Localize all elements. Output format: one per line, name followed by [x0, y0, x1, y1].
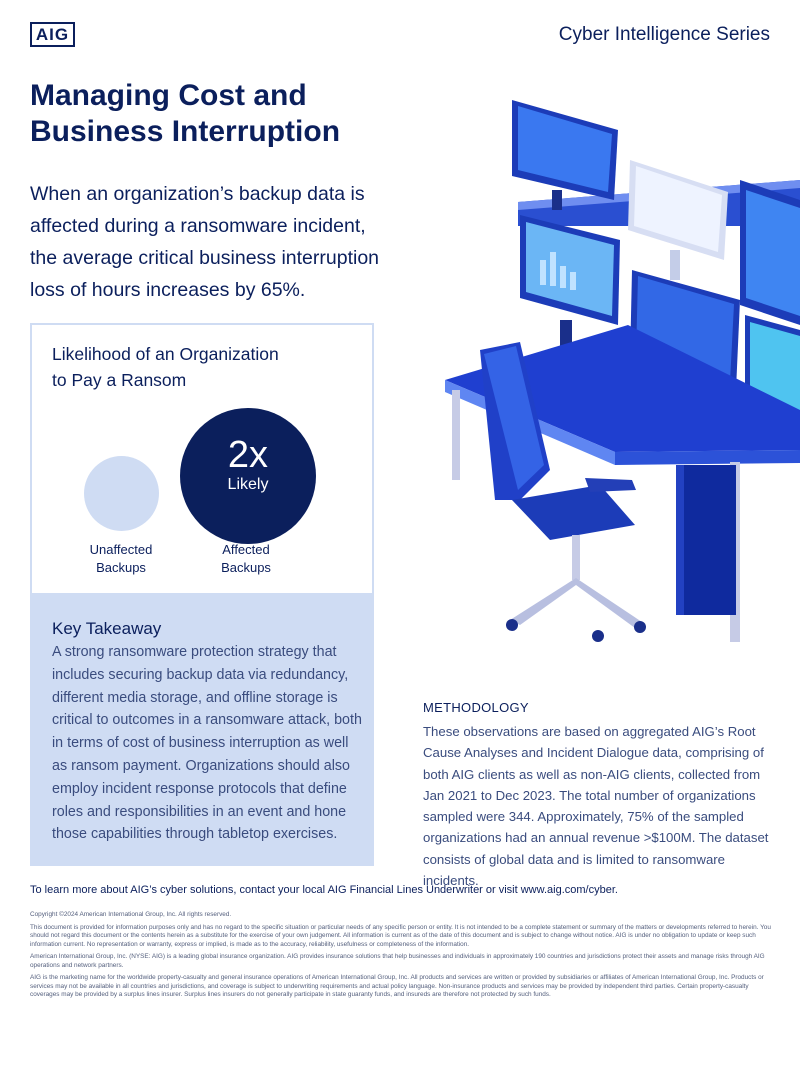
likelihood-card — [30, 323, 374, 593]
desk-cabinet — [676, 465, 736, 615]
legal-paragraph-2: American International Group, Inc. (NYSE: AIG) is a leading global insurance organization. AIG provides insurance solutions that help businesses and individuals in approximately 190 countries and jurisdictions protect their assets and manage risks through AIG operations and network partners. — [30, 953, 765, 969]
monitor-top-right — [740, 180, 800, 325]
page-title — [30, 78, 410, 150]
likelihood-title-line-1: Likelihood of an Organization — [52, 344, 279, 364]
unaffected-label-line-2: Backups — [96, 560, 146, 575]
unaffected-bubble — [84, 456, 159, 531]
multiplier-label: Likely — [227, 476, 269, 493]
affected-label — [196, 541, 296, 577]
title-line-2: Business Interruption — [30, 115, 341, 148]
call-to-action: To learn more about AIG’s cyber solutions, contact your local AIG Financial Lines Underwriter or visit www.aig.com/cyber. — [30, 884, 618, 896]
aig-logo: AIG — [30, 22, 75, 47]
multiplier-value: 2x — [227, 434, 269, 476]
legal-disclaimer — [30, 911, 772, 1004]
key-takeaway-box — [30, 593, 374, 866]
copyright-text: Copyright ©2024 American International Group, Inc. All rights reserved. — [30, 911, 232, 918]
workstation-illustration — [400, 80, 800, 680]
likelihood-title — [52, 341, 352, 393]
likelihood-title-line-2: to Pay a Ransom — [52, 370, 187, 390]
title-line-1: Managing Cost and — [30, 79, 307, 112]
unaffected-label — [71, 541, 171, 577]
key-takeaway-title: Key Takeaway — [52, 619, 162, 638]
legal-paragraph-1: This document is provided for information purposes only and has no regard to the specific situation or particular needs of any specific person or entity. It is not intended to be a complete statement or summary of the matters or developments referred to herein. You should not regard this document or the contents herein as a substitute for the exercise of your own judgement. All information is current as of the date of this document and is subject to change without notice. AIG is under no obligation to update or keep such information current. No representation or warranty, express or implied, is made as to the accuracy, reliability, usefulness or completeness of the information. — [30, 923, 771, 948]
methodology-section — [423, 700, 773, 891]
lead-paragraph: When an organization’s backup data is affected during a ransomware incident, the average critical business interruption loss of hours increases by 65%. — [30, 183, 380, 301]
methodology-heading: METHODOLOGY — [423, 700, 529, 715]
methodology-body: These observations are based on aggregated AIG’s Root Cause Analyses and Incident Dialogue data, comprising of both AIG clients as well as non-AIG clients, collected from Jan 2021 to Dec 2023. The total number of organizations sampled were 344. Approximately, 75% of the sampled organizations had an annual revenue >$100M. The dataset consists of global data and is limited to ransomware incidents. — [423, 724, 769, 889]
unaffected-label-line-1: Unaffected — [89, 542, 153, 557]
legal-paragraph-3: AIG is the marketing name for the worldwide property-casualty and general insurance operations of American International Group, Inc. All products and services are written or provided by subsidiaries or affiliates of American International Group, Inc. Products or services may not be available in all countries and jurisdictions, and coverage is subject to underwriting requirements and actual policy language. Non-insurance products and services may be provided by independent third parties. Certain property-casualty coverages may be provided by a surplus lines insurer. Surplus lines insurers do not generally participate in state guaranty funds, and insureds are therefore not protected by such funds. — [30, 974, 764, 998]
affected-label-line-1: Affected — [222, 542, 270, 557]
affected-bubble — [180, 408, 316, 544]
key-takeaway-body: A strong ransomware protection strategy that includes securing backup data via redundancy, different media storage, and offline storage is critical to outcomes in a ransomware attack, both in terms of cost of business interruption as well as ransom payment. Organizations should also employ incident response protocols that define roles and responsibilities in an event and hone those capabilities through tabletop exercises. — [52, 644, 362, 843]
affected-label-line-2: Backups — [221, 560, 271, 575]
series-title: Cyber Intelligence Series — [558, 24, 770, 45]
